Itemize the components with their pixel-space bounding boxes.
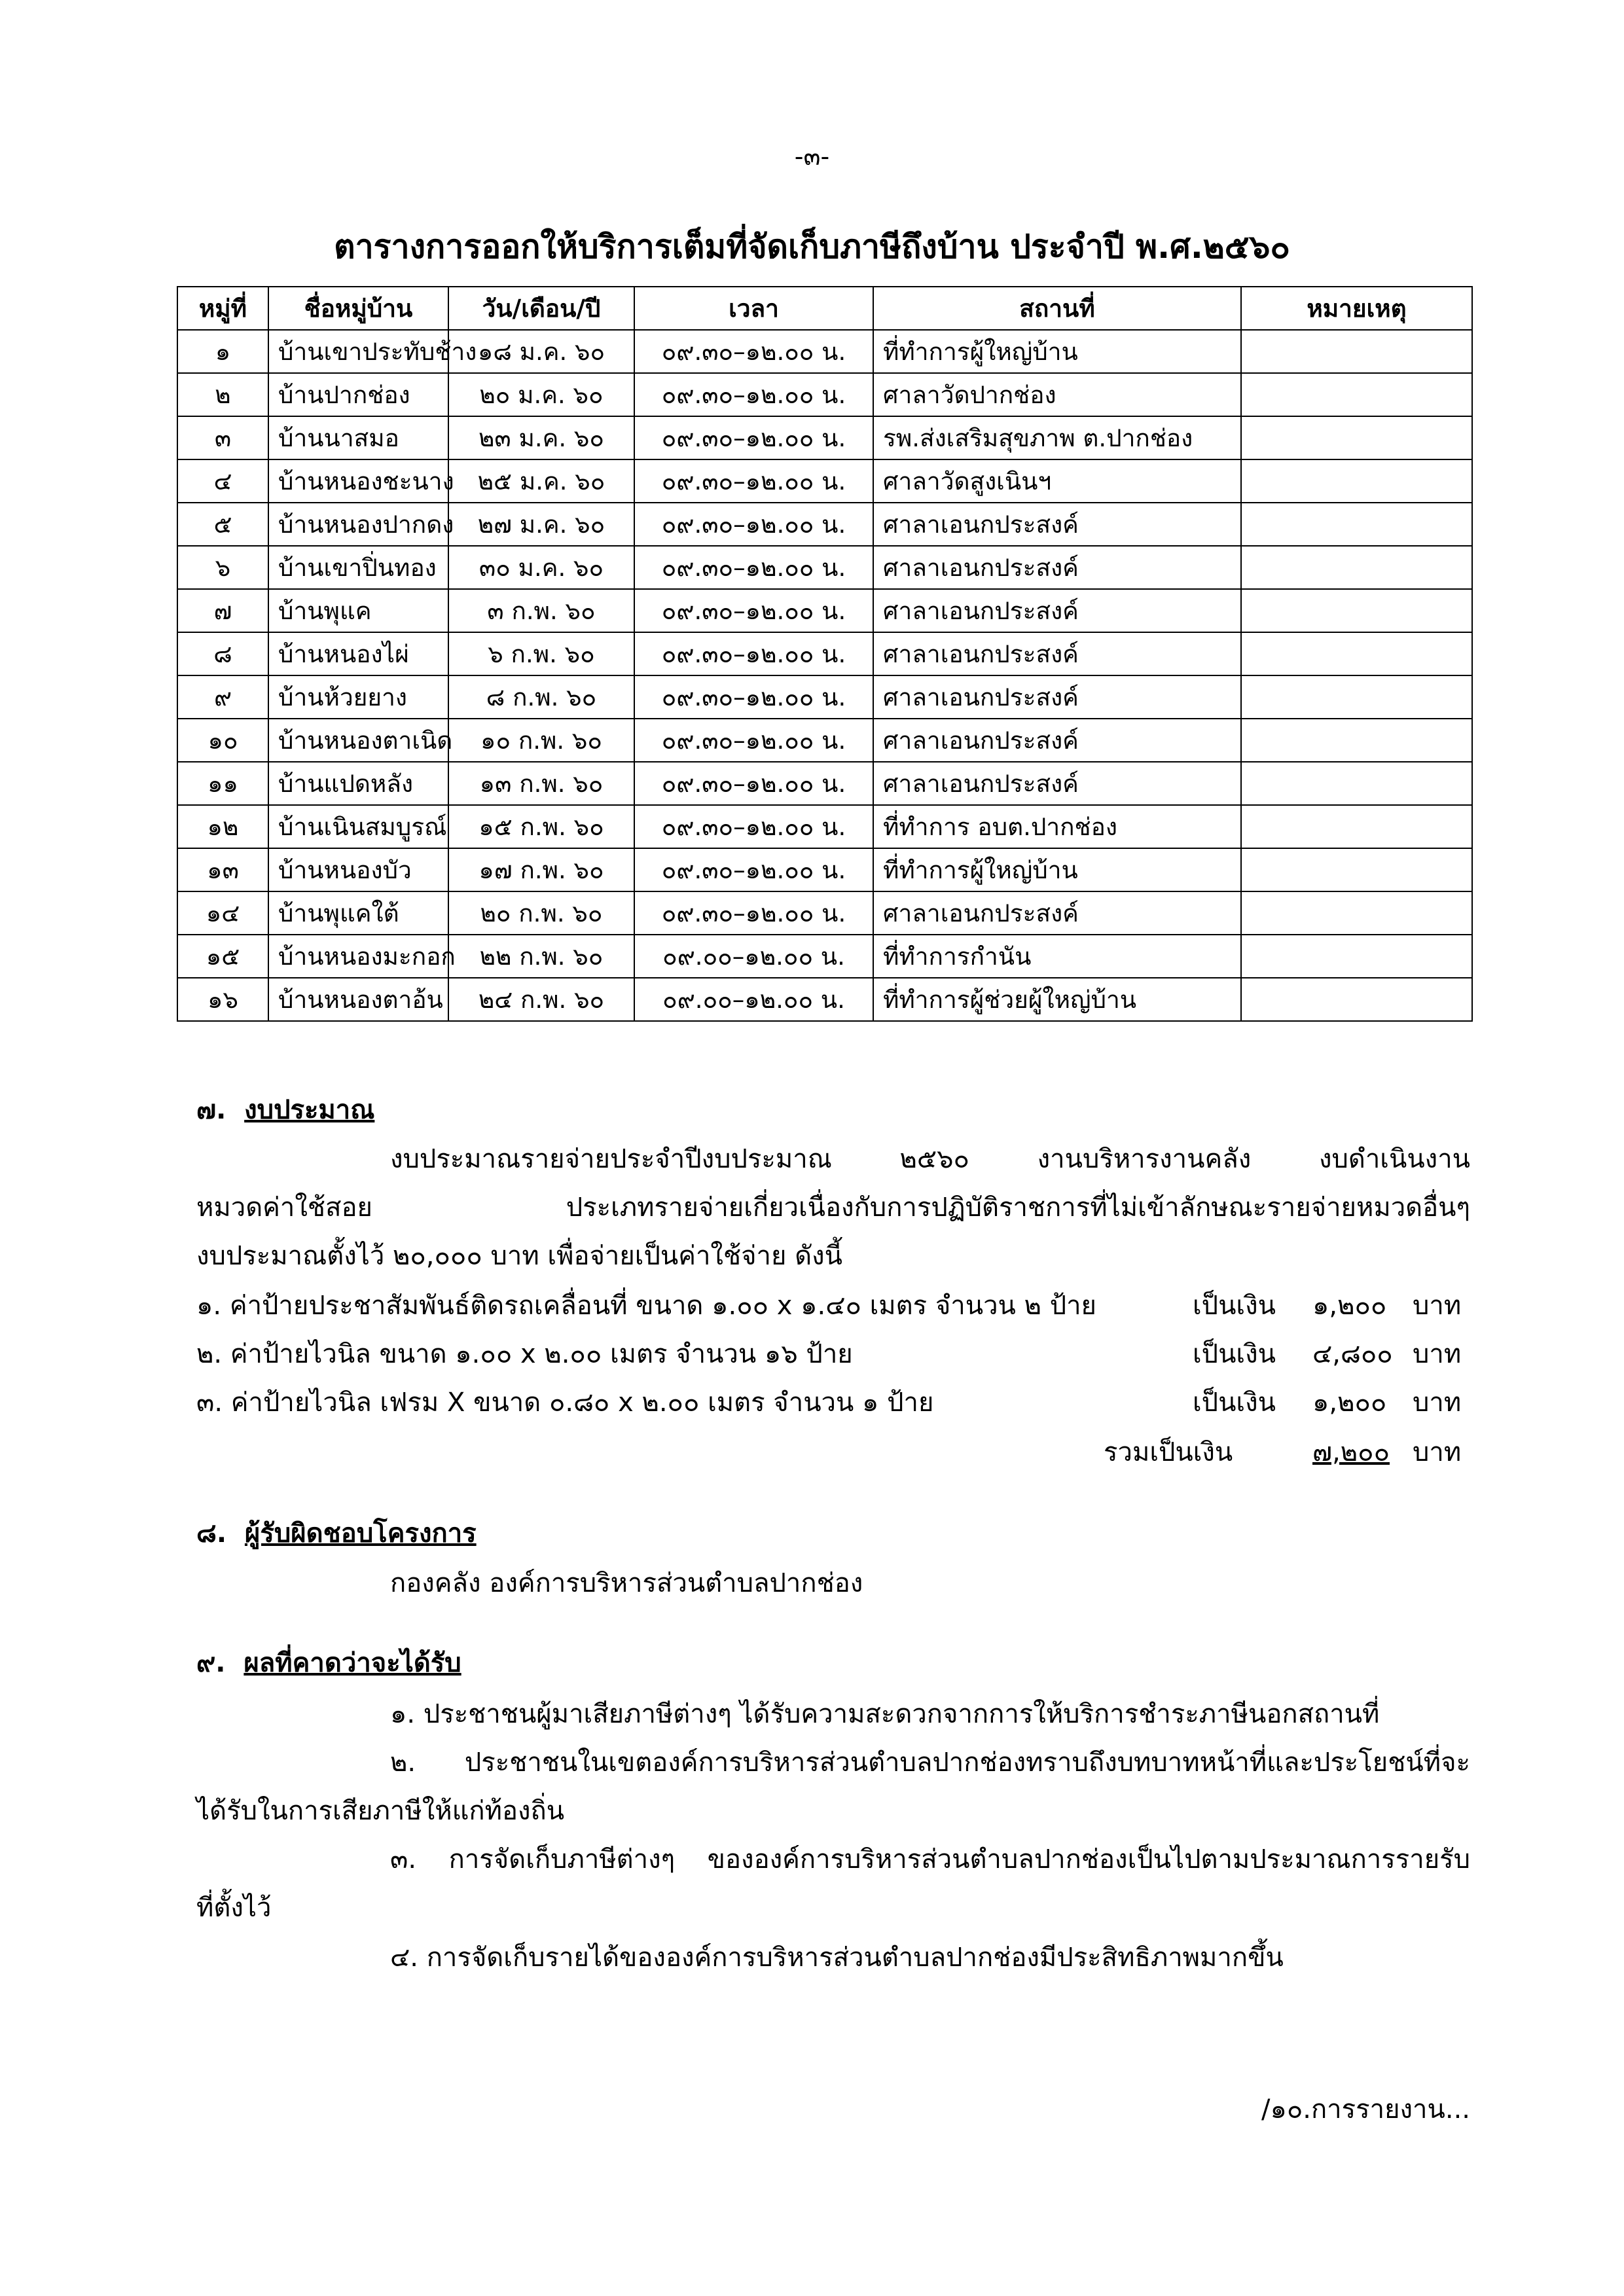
cell-date: ๓ ก.พ. ๖๐ [448,589,634,632]
cell-date: ๒๐ ม.ค. ๖๐ [448,373,634,416]
cell-date: ๓๐ ม.ค. ๖๐ [448,546,634,589]
cell-location: ที่ทำการผู้ใหญ่บ้าน [873,330,1241,373]
cell-location: รพ.ส่งเสริมสุขภาพ ต.ปากช่อง [873,416,1241,459]
cell-time: ๐๙.๓๐–๑๒.๐๐ น. [634,762,873,805]
cell-date: ๒๗ ม.ค. ๖๐ [448,503,634,546]
table-row [177,978,1472,1021]
cell-village-no: ๘ [177,632,268,675]
cell-village-name: บ้านหนองชะนาง [268,459,448,503]
cell-time: ๐๙.๐๐–๑๒.๐๐ น. [634,978,873,1021]
table-row [177,762,1472,805]
cell-village-name: บ้านเขาประทับช้าง [268,330,448,373]
next-page-reference: /๑๐.การรายงาน... [1261,2094,1470,2125]
cell-location: ที่ทำการ อบต.ปากช่อง [873,805,1241,848]
cell-village-name: บ้านแปดหลัง [268,762,448,805]
cell-remark [1241,330,1472,373]
cell-date: ๑๕ ก.พ. ๖๐ [448,805,634,848]
column-header: สถานที่ [873,287,1241,330]
cell-location: ศาลาเอนกประสงค์ [873,719,1241,762]
section-7-para-line-3: งบประมาณตั้งไว้ ๒๐,๐๐๐ บาท เพื่อจ่ายเป็นค่าใช้จ่าย ดังนี้ [196,1241,843,1271]
table-row [177,675,1472,719]
cell-village-no: ๗ [177,589,268,632]
budget-item-1-desc: ๑. ค่าป้ายประชาสัมพันธ์ติดรถเคลื่อนที่ ขนาด ๑.๐๐ x ๑.๔๐ เมตร จำนวน ๒ ป้าย [196,1291,1096,1321]
cell-remark [1241,848,1472,891]
cell-location: ศาลาวัดปากช่อง [873,373,1241,416]
table-row [177,373,1472,416]
cell-time: ๐๙.๓๐–๑๒.๐๐ น. [634,459,873,503]
cell-date: ๑๐ ก.พ. ๖๐ [448,719,634,762]
table-row [177,805,1472,848]
cell-village-name: บ้านหนองตาอ้น [268,978,448,1021]
cell-village-name: บ้านหนองไผ่ [268,632,448,675]
cell-date: ๑๗ ก.พ. ๖๐ [448,848,634,891]
cell-remark [1241,675,1472,719]
cell-date: ๒๒ ก.พ. ๖๐ [448,935,634,978]
cell-remark [1241,503,1472,546]
section-8-heading [196,1512,477,1554]
cell-village-name: บ้านหนองบัว [268,848,448,891]
cell-remark [1241,546,1472,589]
cell-location: ศาลาเอนกประสงค์ [873,762,1241,805]
section-9-heading [196,1641,461,1683]
cell-location: ศาลาเอนกประสงค์ [873,891,1241,935]
budget-item-2-amount: ๔,๘๐๐ [1312,1339,1393,1369]
cell-location: ศาลาเอนกประสงค์ [873,546,1241,589]
table-body [177,330,1472,1021]
section-7-heading [196,1088,374,1130]
page-number: -๓- [794,142,830,171]
table-row [177,891,1472,935]
budget-total-label: รวมเป็นเงิน [1104,1437,1233,1467]
cell-village-no: ๖ [177,546,268,589]
cell-village-no: ๑๒ [177,805,268,848]
cell-location: ศาลาเอนกประสงค์ [873,675,1241,719]
cell-time: ๐๙.๓๐–๑๒.๐๐ น. [634,330,873,373]
cell-village-no: ๑๕ [177,935,268,978]
cell-remark [1241,719,1472,762]
cell-village-no: ๕ [177,503,268,546]
cell-village-name: บ้านเนินสมบูรณ์ [268,805,448,848]
cell-remark [1241,935,1472,978]
cell-village-no: ๔ [177,459,268,503]
cell-village-name: บ้านหนองตาเนิด [268,719,448,762]
page-title: ตารางการออกให้บริการเต็มที่จัดเก็บภาษีถึงบ้าน ประจำปี พ.ศ.๒๕๖๐ [334,228,1290,266]
table-row [177,546,1472,589]
table-row [177,935,1472,978]
cell-remark [1241,589,1472,632]
cell-village-name: บ้านพุแคใต้ [268,891,448,935]
cell-location: ศาลาเอนกประสงค์ [873,632,1241,675]
section-9-item-2-line-2: ได้รับในการเสียภาษีให้แก่ท้องถิ่น [196,1796,565,1826]
cell-date: ๒๐ ก.พ. ๖๐ [448,891,634,935]
cell-village-name: บ้านนาสมอ [268,416,448,459]
budget-item-1-label: เป็นเงิน [1193,1291,1276,1321]
cell-village-name: บ้านห้วยยาง [268,675,448,719]
cell-date: ๒๕ ม.ค. ๖๐ [448,459,634,503]
budget-item-2-label: เป็นเงิน [1193,1339,1276,1369]
cell-location: ที่ทำการผู้ใหญ่บ้าน [873,848,1241,891]
cell-time: ๐๙.๓๐–๑๒.๐๐ น. [634,632,873,675]
cell-remark [1241,632,1472,675]
section-9-item-3-line-1: ๓. การจัดเก็บภาษีต่างๆ ขององค์การบริหารส่วนตำบลปากช่องเป็นไปตามประมาณการรายรับ [390,1844,1470,1874]
budget-item-3-desc: ๓. ค่าป้ายไวนิล เฟรม X ขนาด ๐.๘๐ x ๒.๐๐ เมตร จำนวน ๑ ป้าย [196,1388,934,1418]
section-8-title: ผู้รับผิดชอบโครงการ [244,1518,477,1549]
cell-time: ๐๙.๓๐–๑๒.๐๐ น. [634,546,873,589]
cell-village-no: ๑๑ [177,762,268,805]
cell-village-no: ๑ [177,330,268,373]
section-9-item-4: ๔. การจัดเก็บรายได้ขององค์การบริหารส่วนตำบลปากช่องมีประสิทธิภาพมากขึ้น [390,1943,1284,1973]
cell-remark [1241,891,1472,935]
budget-item-3-amount: ๑,๒๐๐ [1312,1388,1387,1418]
table-header-row [177,287,1472,330]
table-row [177,330,1472,373]
cell-location: ที่ทำการกำนัน [873,935,1241,978]
cell-time: ๐๙.๓๐–๑๒.๐๐ น. [634,675,873,719]
budget-item-3-unit: บาท [1413,1388,1462,1418]
cell-village-name: บ้านหนองปากดง [268,503,448,546]
section-9-item-3-line-2: ที่ตั้งไว้ [196,1893,272,1923]
cell-date: ๒๓ ม.ค. ๖๐ [448,416,634,459]
schedule-table [177,286,1473,1022]
cell-location: ศาลาเอนกประสงค์ [873,589,1241,632]
column-header: เวลา [634,287,873,330]
cell-time: ๐๙.๓๐–๑๒.๐๐ น. [634,719,873,762]
cell-village-name: บ้านหนองมะกอก [268,935,448,978]
cell-village-no: ๒ [177,373,268,416]
section-8-body: กองคลัง องค์การบริหารส่วนตำบลปากช่อง [390,1568,863,1598]
cell-date: ๑๘ ม.ค. ๖๐ [448,330,634,373]
cell-remark [1241,416,1472,459]
section-9-title: ผลที่คาดว่าจะได้รับ [244,1648,461,1678]
cell-village-no: ๑๓ [177,848,268,891]
section-9-item-1: ๑. ประชาชนผู้มาเสียภาษีต่างๆ ได้รับความสะดวกจากการให้บริการชำระภาษีนอกสถานที่ [390,1699,1380,1729]
cell-time: ๐๙.๓๐–๑๒.๐๐ น. [634,589,873,632]
cell-remark [1241,762,1472,805]
cell-remark [1241,978,1472,1021]
budget-total-amount: ๗,๒๐๐ [1312,1437,1390,1467]
column-header: หมายเหตุ [1241,287,1472,330]
column-header: หมู่ที่ [177,287,268,330]
cell-date: ๘ ก.พ. ๖๐ [448,675,634,719]
cell-time: ๐๙.๓๐–๑๒.๐๐ น. [634,373,873,416]
cell-date: ๒๔ ก.พ. ๖๐ [448,978,634,1021]
column-header: วัน/เดือน/ปี [448,287,634,330]
section-7-para-line-1: งบประมาณรายจ่ายประจำปีงบประมาณ ๒๕๖๐ งานบริหารงานคลัง งบดำเนินงาน [390,1144,1470,1174]
cell-village-no: ๙ [177,675,268,719]
cell-village-name: บ้านเขาปิ่นทอง [268,546,448,589]
cell-village-no: ๑๔ [177,891,268,935]
cell-time: ๐๙.๓๐–๑๒.๐๐ น. [634,503,873,546]
budget-item-3-label: เป็นเงิน [1193,1388,1276,1418]
table-row [177,632,1472,675]
cell-remark [1241,805,1472,848]
cell-location: ศาลาวัดสูงเนินฯ [873,459,1241,503]
section-7-para-line-2: หมวดค่าใช้สอย ประเภทรายจ่ายเกี่ยวเนื่องกับการปฏิบัติราชการที่ไม่เข้าลักษณะรายจ่ายหมวดอื่นๆ [196,1193,1470,1223]
cell-village-no: ๑๐ [177,719,268,762]
section-7-number: ๗. [196,1095,226,1125]
budget-item-1-amount: ๑,๒๐๐ [1312,1291,1387,1321]
table-row [177,848,1472,891]
cell-time: ๐๙.๓๐–๑๒.๐๐ น. [634,416,873,459]
cell-remark [1241,459,1472,503]
cell-village-name: บ้านพุแค [268,589,448,632]
cell-location: ศาลาเอนกประสงค์ [873,503,1241,546]
cell-village-name: บ้านปากช่อง [268,373,448,416]
cell-remark [1241,373,1472,416]
budget-total-unit: บาท [1413,1437,1462,1467]
section-8-number: ๘. [196,1518,227,1549]
table-row [177,416,1472,459]
budget-item-2-unit: บาท [1413,1339,1462,1369]
budget-item-1-unit: บาท [1413,1291,1462,1321]
cell-time: ๐๙.๓๐–๑๒.๐๐ น. [634,805,873,848]
budget-item-2-desc: ๒. ค่าป้ายไวนิล ขนาด ๑.๐๐ x ๒.๐๐ เมตร จำนวน ๑๖ ป้าย [196,1339,853,1369]
table-row [177,589,1472,632]
section-9-number: ๙. [196,1648,226,1678]
cell-date: ๑๓ ก.พ. ๖๐ [448,762,634,805]
cell-time: ๐๙.๓๐–๑๒.๐๐ น. [634,891,873,935]
cell-time: ๐๙.๓๐–๑๒.๐๐ น. [634,848,873,891]
table-row [177,503,1472,546]
cell-village-no: ๓ [177,416,268,459]
cell-date: ๖ ก.พ. ๖๐ [448,632,634,675]
cell-time: ๐๙.๐๐–๑๒.๐๐ น. [634,935,873,978]
table-row [177,719,1472,762]
section-9-item-2-line-1: ๒. ประชาชนในเขตองค์การบริหารส่วนตำบลปากช่องทราบถึงบทบาทหน้าที่และประโยชน์ที่จะ [390,1748,1470,1778]
cell-village-no: ๑๖ [177,978,268,1021]
section-7-title: งบประมาณ [244,1095,375,1125]
table-row [177,459,1472,503]
column-header: ชื่อหมู่บ้าน [268,287,448,330]
cell-location: ที่ทำการผู้ช่วยผู้ใหญ่บ้าน [873,978,1241,1021]
